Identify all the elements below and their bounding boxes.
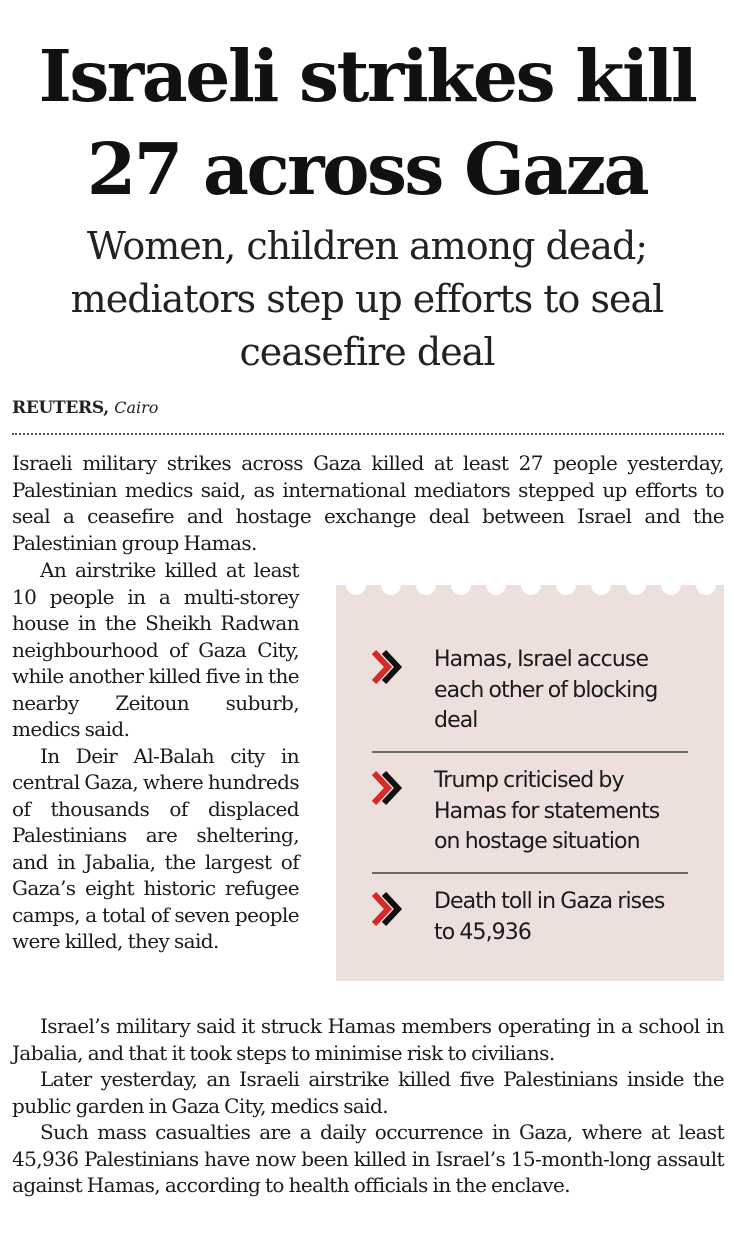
double-chevron-right-icon xyxy=(372,649,412,685)
factbox xyxy=(336,585,724,981)
bottom-paragraph-3: Such mass casualties are a daily occurrence in Gaza, where at least 45,936 Palestinians have now been killed in Israel’s 15-month-long assault against Hamas, according to health officials in the enclave. xyxy=(12,1120,724,1197)
fact-line: each other of blocking xyxy=(434,677,658,703)
factbox-item-text xyxy=(434,645,694,737)
column-paragraph-1: An airstrike killed at least 10 people in a multi-storey house in the Sheikh Radwan neighbourhood of Gaza City, while another killed five in the nearby Zeitoun suburb, medics said. xyxy=(12,558,299,741)
notepad-hole xyxy=(346,575,366,595)
notepad-hole xyxy=(696,575,716,595)
double-chevron-right-icon xyxy=(372,770,412,806)
byline xyxy=(12,396,158,420)
fact-line: deal xyxy=(434,708,478,733)
headline xyxy=(0,30,734,216)
fact-line: Hamas, Israel accuse xyxy=(434,647,649,672)
notepad-hole xyxy=(451,575,471,595)
headline-line-1: Israeli strikes kill xyxy=(38,34,696,118)
fact-line: Trump criticised by xyxy=(434,768,624,793)
notepad-hole xyxy=(591,575,611,595)
left-column xyxy=(12,557,299,955)
fact-line: Hamas for statements xyxy=(434,798,660,824)
subheadline xyxy=(0,220,734,379)
double-chevron-right-icon xyxy=(372,891,412,927)
notepad-hole xyxy=(626,575,646,595)
fact-line: on hostage situation xyxy=(434,829,640,854)
headline-line-2: 27 across Gaza xyxy=(86,127,648,211)
notepad-hole xyxy=(661,575,681,595)
bottom-paragraph-2: Later yesterday, an Israeli airstrike killed five Palestinians inside the public garden in Gaza City, medics said. xyxy=(12,1067,724,1118)
byline-agency: REUTERS, xyxy=(12,398,109,418)
subhead-line-3: ceasefire deal xyxy=(239,330,495,374)
factbox-item-text xyxy=(434,887,694,948)
notepad-holes xyxy=(346,575,716,595)
notepad-hole xyxy=(416,575,436,595)
lead-paragraph: Israeli military strikes across Gaza killed at least 27 people yesterday, Palestinian medics said, as international mediators stepped up efforts to seal a ceasefire and hostage exchange deal between Israel and the Palestinian group Hamas. xyxy=(12,451,724,555)
notepad-hole xyxy=(381,575,401,595)
factbox-divider xyxy=(372,751,688,753)
dotted-divider xyxy=(12,433,724,435)
subhead-line-2: mediators step up efforts to seal xyxy=(70,277,664,321)
bottom-paragraph-1: Israel’s military said it struck Hamas members operating in a school in Jabalia, and that it took steps to minimise risk to civilians. xyxy=(12,1014,724,1065)
fact-line: Death toll in Gaza rises xyxy=(434,889,665,914)
column-paragraph-2: In Deir Al-Balah city in central Gaza, where hundreds of thousands of displaced Palestinians are sheltering, and in Jabalia, the largest of Gaza’s eight historic refugee camps, a total of seven people were killed, they said. xyxy=(12,743,299,953)
notepad-hole xyxy=(556,575,576,595)
notepad-hole xyxy=(486,575,506,595)
bottom-paragraphs xyxy=(12,1013,724,1199)
notepad-hole xyxy=(521,575,541,595)
subhead-line-1: Women, children among dead; xyxy=(86,224,648,268)
factbox-divider xyxy=(372,872,688,874)
factbox-item-text xyxy=(434,766,694,858)
byline-location: Cairo xyxy=(114,398,159,417)
fact-line: to 45,936 xyxy=(434,919,531,945)
